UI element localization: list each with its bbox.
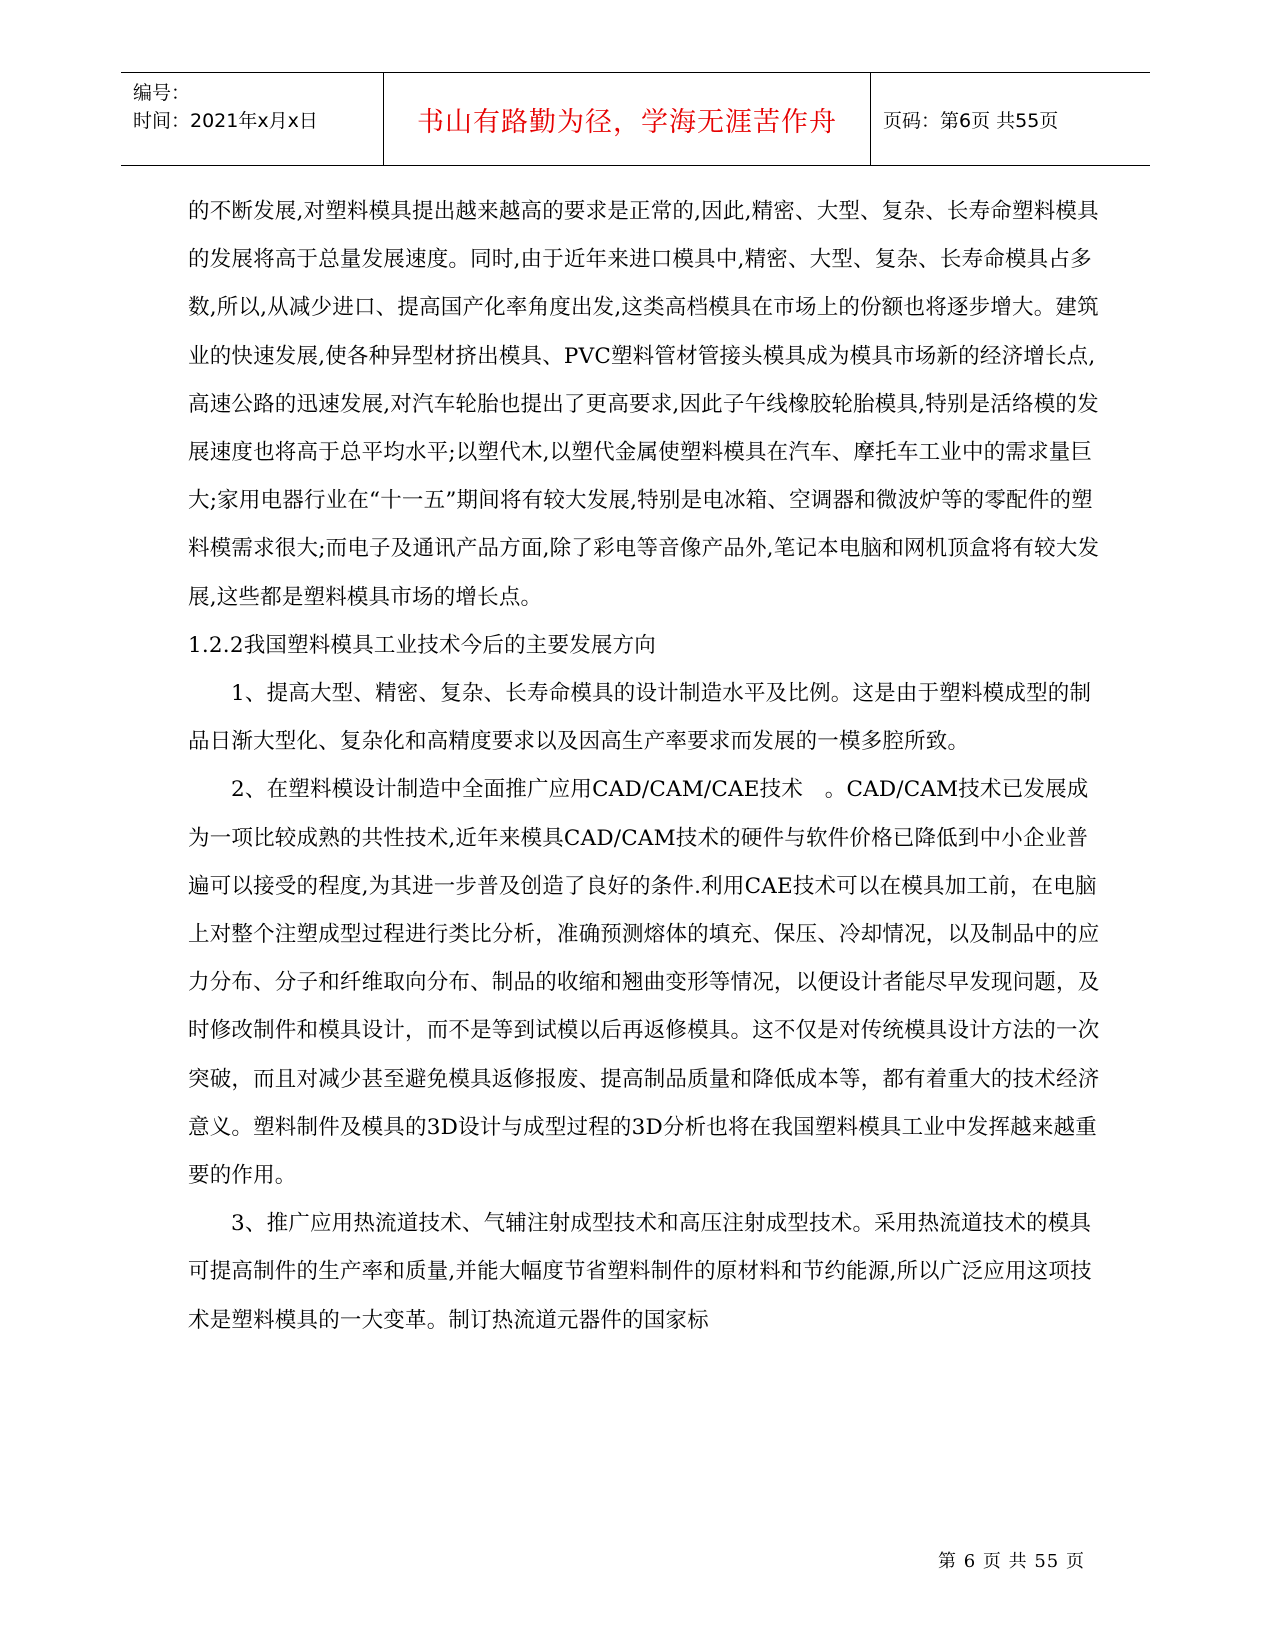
header-meta [121,73,384,165]
header-page-info: 页码：第6页 共55页 [883,109,1059,132]
document-number-label: 编号： [133,82,191,104]
body-paragraph: 的不断发展,对塑料模具提出越来越高的要求是正常的,因此,精密、大型、复杂、长寿命塑料模具的发展将高于总量发展速度。同时,由于近年来进口模具中,精密、大型、复杂、长寿命模具占多数,所以,从减少进口、提高国产化率角度出发,这类高档模具在市场上的份额也将逐步增大。建筑业的快速发展,使各种异型材挤出模具、PVC塑料管材管接头模具成为模具市场新的经济增长点,高速公路的迅速发展,对汽车轮胎也提出了更高要求,因此子午线橡胶轮胎模具,特别是活络模的发展速度也将高于总平均水平;以塑代木,以塑代金属使塑料模具在汽车、摩托车工业中的需求量巨大;家用电器行业在“十一五”期间将有较大发展,特别是电冰箱、空调器和微波炉等的零配件的塑料模需求很大;而电子及通讯产品方面,除了彩电等音像产品外,笔记本电脑和网机顶盒将有较大发展,这些都是塑料模具市场的增长点。 [188,199,1100,610]
header-motto: 书山有路勤为径，学海无涯苦作舟 [384,73,871,165]
section-heading: 1.2.2我国塑料模具工业技术今后的主要发展方向 [188,632,657,658]
document-time-label: 时间：2021年x月x日 [133,110,318,132]
page-header [121,72,1150,166]
page-footer: 第 6 页 共 55 页 [938,1551,1085,1572]
body-paragraph: 3、推广应用热流道技术、气辅注射成型技术和高压注射成型技术。采用热流道技术的模具可提高制件的生产率和质量,并能大幅度节省塑料制件的原材料和节约能源,所以广泛应用这项技术是塑料模具的一大变革。制订热流道元器件的国家标 [188,1211,1092,1333]
body-paragraph: 2、在塑料模设计制造中全面推广应用CAD/CAM/CAE技术 。CAD/CAM技术已发展成为一项比较成熟的共性技术,近年来模具CAD/CAM技术的硬件与软件价格已降低到中小企业普遍可以接受的程度,为其进一步普及创造了良好的条件.利用CAE技术可以在模具加工前，在电脑上对整个注塑成型过程进行类比分析，准确预测熔体的填充、保压、冷却情况，以及制品中的应力分布、分子和纤维取向分布、制品的收缩和翘曲变形等情况，以便设计者能尽早发现问题，及时修改制件和模具设计，而不是等到试模以后再返修模具。这不仅是对传统模具设计方法的一次突破，而且对减少甚至避免模具返修报废、提高制品质量和降低成本等，都有着重大的技术经济意义。塑料制件及模具的3D设计与成型过程的3D分析也将在我国塑料模具工业中发挥越来越重要的作用。 [188,777,1100,1189]
document-body [188,188,1103,1345]
body-paragraph: 1、提高大型、精密、复杂、长寿命模具的设计制造水平及比例。这是由于塑料模成型的制品日渐大型化、复杂化和高精度要求以及因高生产率要求而发展的一模多腔所致。 [188,681,1092,755]
